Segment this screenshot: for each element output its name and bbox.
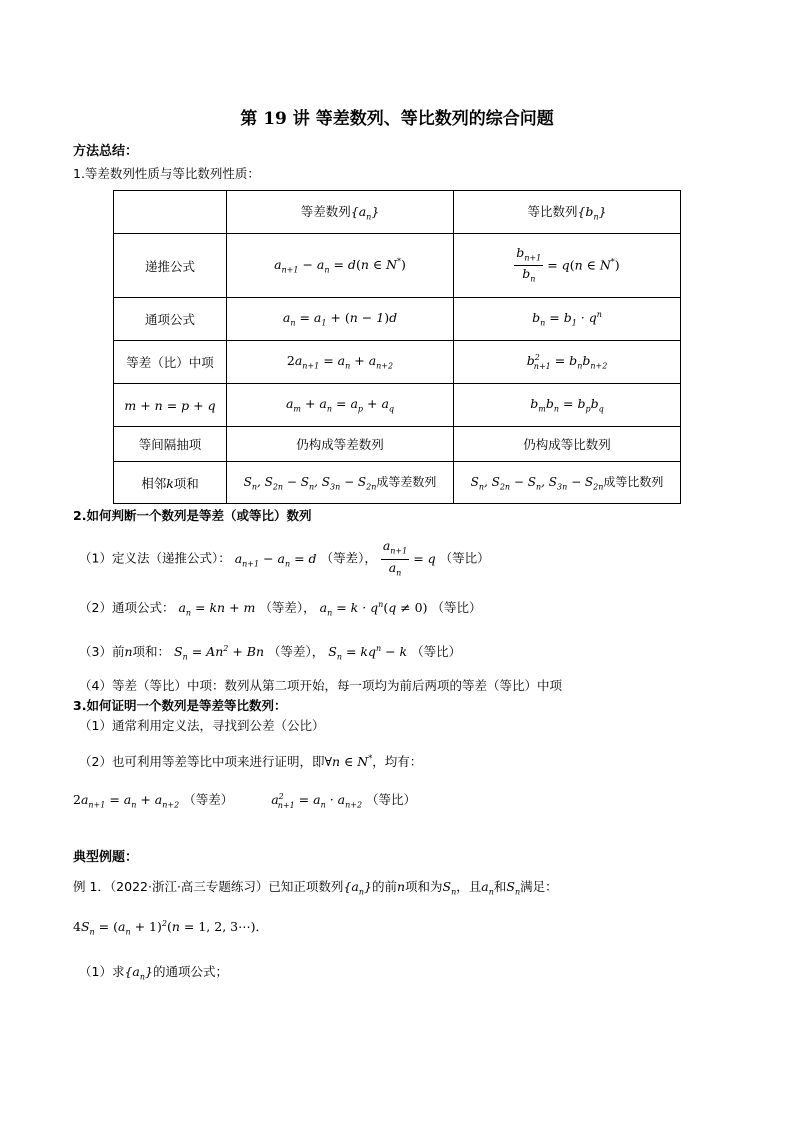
header-geo: 等比数列$\{b_n\}$ (454, 191, 681, 234)
formula-cell: $a_n = a_1 + (n - 1)d$ (227, 298, 454, 341)
section2-item2: （2）通项公式： $a_n$ = kn + m （等差）， $a_n = k \cdot q^n(q \ne 0)$ （等比） (79, 599, 482, 618)
table-row (114, 462, 681, 504)
section2-item3: （3）前n项和： $S_n = An^2 + Bn$ （等差）， $S_n = kq^n - k$ （等比） (79, 643, 462, 662)
formula-cell: $\frac{b_{n+1}}{b_n}$ = q(n ∈ N*) (454, 234, 681, 298)
section3-item1: （1）通常利用定义法，寻找到公差（公比） (79, 718, 325, 733)
table-row (114, 341, 681, 384)
page-title: 第 19 讲 等差数列、等比数列的综合问题 (240, 109, 554, 129)
section2-heading: 2.如何判断一个数列是等差（或等比）数列 (73, 508, 312, 523)
example1-equation: $4S_n = (a_n + 1)^2(n = 1$, 2, 3⋯)． (73, 918, 268, 937)
example1-question1: （1）求$\{a_n\}$的通项公式； (79, 964, 228, 982)
row-label: m + n = p + q (114, 384, 227, 427)
table-row (114, 234, 681, 298)
text-cell: 仍构成等差数列 (227, 427, 454, 462)
row-label: 通项公式 (114, 298, 227, 341)
section2-item1: （1）定义法（递推公式）： $a_{n+1} - a_n = d$ （等差）， $\frac{a_{n+1}}{a_n}$ = q （等比） (79, 538, 490, 577)
row-label: 等差（比）中项 (114, 341, 227, 384)
section3-formulas: $2a_{n+1} = a_n + a_{n+2}$ （等差） $a^2_{n+1} = a_n \cdot a_{n+2}$ （等比） (73, 791, 417, 810)
formula-cell: $b_n = b_1 \cdot q^n$ (454, 298, 681, 341)
method-heading: 方法总结： (73, 144, 139, 159)
table-header-row (114, 191, 681, 234)
header-arith: 等差数列$\{a_n\}$ (227, 191, 454, 234)
text-cell: 仍构成等比数列 (454, 427, 681, 462)
properties-table (113, 190, 681, 504)
row-label: 递推公式 (114, 234, 227, 298)
row-label: 等间隔抽项 (114, 427, 227, 462)
section2-item4: （4）等差（等比）中项：数列从第二项开始，每一项均为前后两项的等差（等比）中项 (79, 678, 562, 693)
table-row (114, 427, 681, 462)
formula-cell: $a_m + a_n = a_p + a_q$ (227, 384, 454, 427)
formula-cell: $S_n$, $S_{2n} - S_n$, $S_{3n} - S_{2n}$成等比数列 (454, 462, 681, 504)
section3-heading: 3.如何证明一个数列是等差等比数列： (73, 698, 287, 713)
examples-heading: 典型例题： (73, 850, 139, 865)
formula-cell: $2a_{n+1} = a_n + a_{n+2}$ (227, 341, 454, 384)
row-label: 相邻k项和 (114, 462, 227, 504)
formula-cell: $S_n$, $S_{2n} - S_n$, $S_{3n} - S_{2n}$成等差数列 (227, 462, 454, 504)
table-row (114, 298, 681, 341)
table-row (114, 384, 681, 427)
formula-cell: $b_mb_n = b_pb_q$ (454, 384, 681, 427)
section3-item2: （2）也可利用等差等比中项来进行证明，即∀n ∈ N*，均有： (79, 753, 423, 769)
section1-heading: 1.等差数列性质与等比数列性质： (73, 166, 260, 181)
table-corner-cell (114, 191, 227, 234)
example1-statement: 例 1．（2022·浙江·高三专题练习）已知正项数列$\{a_n\}$的前n项和为$S_n$，且$a_n$和$S_n$满足： (73, 879, 558, 897)
formula-cell: $a_{n+1} - a_n = d(n$ ∈ N*) (227, 234, 454, 298)
formula-cell: $b^2_{n+1} = b_nb_{n+2}$ (454, 341, 681, 384)
